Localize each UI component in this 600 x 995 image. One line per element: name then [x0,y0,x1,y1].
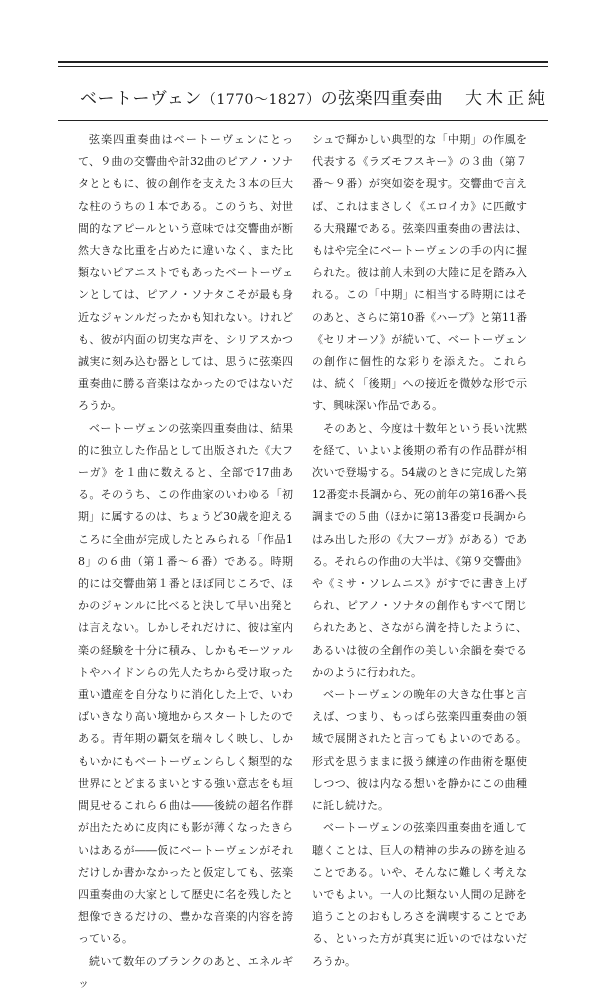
author-name: 大木正純 [465,89,549,109]
paragraph-continued: シュで輝かしい典型的な「中期」の作風を代表する《ラズモフスキー》の３曲（第７番〜９番）が突如姿を現す。交響曲で言えば、これはまさしく《エロイカ》に匹敵する大飛躍である。弦楽四重奏曲の書法は、もはや完全にベートーヴェンの手の内に握られた。彼は前人未到の大陸に足を踏み入れる。この「中期」に相当する時期にはそのあと、さらに第10番《ハープ》と第11番《セリオーソ》が続いて、ベートーヴェンの創作に個性的な彩りを添えた。これらは、続く「後期」への接近を微妙な形で示す、興味深い作品である。 [312,133,527,413]
paragraph: ベートーヴェンの弦楽四重奏曲は、結果的に独立した作品として出版された《大フーガ》を１曲に数えると、全部で17曲ある。そのうち、この作曲家のいわゆる「初期」に属するのは、ちょうど30歳を迎えるころに全曲が完成したとみられる「作品18」の６曲（第１番〜６番）である。時期的には交響曲第１番とほぼ同じころで、ほかのジャンルに比べると決して早い出発とは言えない。しかしそれだけに、彼は室内楽の経験を十分に積み、しかもモーツァルトやハイドンらの先人たちから受け取った重い遺産を自分なりに消化した上で、いわばいきなり高い境地からスタートしたのである。青年期の覇気を瑞々しく映し、しかもいかにもベートーヴェンらしく類型的な世界にとどまるまいとする強い意志をも垣間見せるこれら６曲は――後続の超名作群が出たために皮肉にも影が薄くなったきらいはあるが――仮にベートーヴェンがそれだけしか書かなかったと仮定しても、弦楽四重奏曲の大家として歴史に名を残したと想像できるだけの、豊かな音楽的内容を誇っている。 [78,421,293,946]
header-rule-thin [58,66,548,67]
title-tail: の弦楽四重奏曲 [320,89,444,109]
paragraph: 弦楽四重奏曲はベートーヴェンにとって、９曲の交響曲や計32曲のピアノ・ソナタとともに、彼の創作を支えた３本の巨大な柱のうちの１本である。このうち、対世間的なアピールという意味では交響曲が断然大きな比重を占めたに違いなく、また比類ないピアニストでもあったベートーヴェンとしては、ピアノ・ソナタこそが最も身近なジャンルだったかも知れない。けれども、彼が内面の切実な声を、シリアスかつ誠実に刻み込む器としては、思うに弦楽四重奏曲に勝る音楽はなかったのではないだろうか。 [78,133,293,413]
paragraph: ベートーヴェンの弦楽四重奏曲を通して聴くことは、巨人の精神の歩みの跡を辿ることである。いや、そんなに難しく考えないでもよい。一人の比類ない人間の足跡を追うことのおもしろさを満喫することである、といった方が真実に近いのではないだろうか。 [312,821,527,968]
paragraph: 続いて数年のブランクのあと、エネルギッ [78,954,293,990]
title-years: （1770〜1827） [201,92,321,108]
paragraph: ベートーヴェンの晩年の大きな仕事と言えば、つまり、もっぱら弦楽四重奏曲の領域で展開されたと言ってもよいのである。形式を思うままに扱う練達の作曲術を駆使しつつ、彼は内なる想いを静かにこの曲種に託し続けた。 [312,688,527,813]
paragraph: そのあと、今度は十数年という長い沈黙を経て、いよいよ後期の希有の作品群が相次いで登場する。54歳のときに完成した第12番変ホ長調から、死の前年の第16番ヘ長調までの５曲（ほかに第13番変ロ長調からはみ出した形の《大フーガ》がある）である。それらの作曲の大半は、《第９交響曲》や《ミサ・ソレムニス》がすでに書き上げられ、ピアノ・ソナタの創作もすべて閉じられたあと、さながら満を持したように、あるいは彼の全創作の美しい余韻を奏でるかのように行われた。 [312,421,527,679]
header-rule-thick [58,61,548,63]
header-rule-bottom [58,120,548,121]
left-column [78,129,293,995]
right-column [312,129,527,973]
title-main: ベートーヴェン [80,89,202,109]
article-title [80,84,443,109]
